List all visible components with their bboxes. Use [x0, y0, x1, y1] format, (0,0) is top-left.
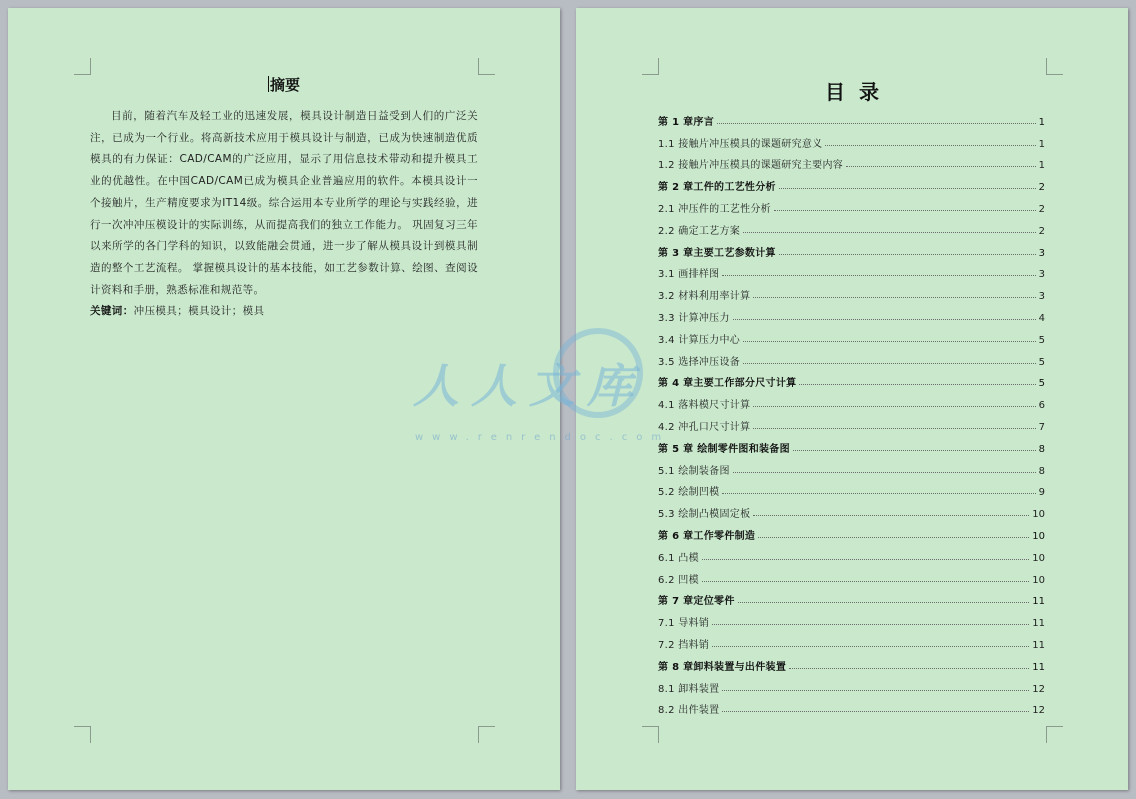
toc-section-entry[interactable] [658, 215, 1045, 237]
abstract-page [8, 8, 560, 790]
toc-leader-dots [789, 668, 1029, 669]
toc-page [576, 8, 1128, 790]
toc-section-entry[interactable] [658, 150, 1045, 172]
toc-page-number: 5 [1038, 334, 1045, 346]
toc-section-entry[interactable] [658, 607, 1045, 629]
keywords-value: 冲压模具；模具设计；模具 [133, 305, 265, 318]
toc-page-number: 10 [1032, 509, 1045, 521]
toc-section-entry[interactable] [658, 280, 1045, 302]
toc-entry-text: 3.1 画排样图 [658, 269, 720, 281]
toc-entry-text: 3.3 计算冲压力 [658, 312, 730, 324]
toc-chapter-entry[interactable] [658, 106, 1045, 128]
toc-leader-dots [799, 384, 1035, 385]
toc-leader-dots [702, 581, 1029, 582]
toc-entry-text: 第 7 章定位零件 [658, 596, 735, 608]
toc-entry-text: 第 5 章 绘制零件图和装备图 [658, 443, 790, 455]
toc-leader-dots [712, 646, 1029, 647]
toc-entry-text: 2.1 冲压件的工艺性分析 [658, 203, 771, 215]
toc-leader-dots [722, 493, 1035, 494]
toc-page-number: 12 [1032, 705, 1045, 717]
toc-leader-dots [779, 188, 1036, 189]
toc-leader-dots [717, 123, 1036, 124]
toc-page-number: 3 [1038, 269, 1045, 281]
toc-section-entry[interactable] [658, 324, 1045, 346]
toc-entry-text: 4.1 落料模尺寸计算 [658, 400, 751, 412]
toc-page-number: 5 [1038, 356, 1045, 368]
toc-entry-text: 5.3 绘制凸模固定板 [658, 509, 751, 521]
toc-leader-dots [793, 450, 1036, 451]
margin-mark-top-left [642, 58, 659, 75]
toc-entry-text: 第 1 章序言 [658, 116, 715, 128]
toc-page-number: 3 [1038, 247, 1045, 259]
abstract-title-text: 摘要 [269, 76, 300, 94]
toc-entry-text: 第 2 章工件的工艺性分析 [658, 182, 776, 194]
toc-entry-text: 6.2 凹模 [658, 574, 699, 586]
toc-section-entry[interactable] [658, 498, 1045, 520]
toc-section-entry[interactable] [658, 477, 1045, 499]
toc-leader-dots [733, 319, 1036, 320]
toc-page-number: 4 [1038, 312, 1045, 324]
toc-title: 目录 [825, 80, 893, 104]
toc-leader-dots [722, 275, 1035, 276]
toc-section-entry[interactable] [658, 542, 1045, 564]
toc-section-entry[interactable] [658, 564, 1045, 586]
toc-entry-text: 5.1 绘制装备图 [658, 465, 730, 477]
margin-mark-bottom-left [642, 726, 659, 743]
toc-page-number: 3 [1038, 291, 1045, 303]
toc-page-number: 8 [1038, 443, 1045, 455]
toc-entry-text: 2.2 确定工艺方案 [658, 225, 741, 237]
watermark-logo-text: 人人文库 [413, 359, 645, 413]
toc-entry-text: 第 6 章工作零件制造 [658, 530, 756, 542]
toc-section-entry[interactable] [658, 128, 1045, 150]
toc-leader-dots [846, 166, 1036, 167]
toc-section-entry[interactable] [658, 193, 1045, 215]
toc-page-number: 11 [1032, 661, 1045, 673]
toc-leader-dots [743, 341, 1036, 342]
toc-leader-dots [753, 297, 1035, 298]
toc-chapter-entry[interactable] [658, 520, 1045, 542]
toc-leader-dots [712, 624, 1029, 625]
toc-entry-text: 8.2 出件装置 [658, 705, 720, 717]
toc-page-number: 8 [1038, 465, 1045, 477]
toc-page-number: 9 [1038, 487, 1045, 499]
toc-section-entry[interactable] [658, 302, 1045, 324]
toc-entry-text: 7.2 挡料销 [658, 639, 710, 651]
margin-mark-top-right [478, 58, 495, 75]
watermark-url: www.renrendoc.com [415, 432, 671, 443]
toc-entry-text: 3.5 选择冲压设备 [658, 356, 741, 368]
toc-leader-dots [743, 232, 1036, 233]
toc-page-number: 10 [1032, 574, 1045, 586]
toc-chapter-entry[interactable] [658, 433, 1045, 455]
toc-chapter-entry[interactable] [658, 586, 1045, 608]
toc-leader-dots [733, 472, 1036, 473]
toc-entry-text: 7.1 导料销 [658, 618, 710, 630]
toc-leader-dots [753, 428, 1035, 429]
toc-chapter-entry[interactable] [658, 171, 1045, 193]
toc-page-number: 10 [1032, 530, 1045, 542]
toc-leader-dots [753, 406, 1035, 407]
toc-page-number: 5 [1038, 378, 1045, 390]
toc-entry-text: 3.4 计算压力中心 [658, 334, 741, 346]
toc-list [658, 106, 1045, 716]
toc-leader-dots [779, 254, 1036, 255]
toc-leader-dots [825, 145, 1035, 146]
abstract-title [8, 74, 560, 95]
toc-leader-dots [774, 210, 1036, 211]
keywords-line [90, 301, 478, 323]
toc-entry-text: 3.2 材料利用率计算 [658, 291, 751, 303]
margin-mark-top-right [1046, 58, 1063, 75]
toc-entry-text: 第 8 章卸料装置与出件装置 [658, 661, 787, 673]
toc-entry-text: 6.1 凸模 [658, 552, 699, 564]
toc-leader-dots [743, 363, 1036, 364]
toc-leader-dots [738, 602, 1030, 603]
margin-mark-top-left [74, 58, 91, 75]
toc-entry-text: 5.2 绘制凹模 [658, 487, 720, 499]
toc-entry-text: 4.2 冲孔口尺寸计算 [658, 421, 751, 433]
toc-entry-text: 第 3 章主要工艺参数计算 [658, 247, 776, 259]
toc-entry-text: 第 4 章主要工作部分尺寸计算 [658, 378, 797, 390]
toc-entry-text: 8.1 卸料装置 [658, 683, 720, 695]
margin-mark-bottom-right [478, 726, 495, 743]
toc-chapter-entry[interactable] [658, 237, 1045, 259]
abstract-body [90, 106, 478, 323]
toc-section-entry[interactable] [658, 389, 1045, 411]
toc-section-entry[interactable] [658, 629, 1045, 651]
toc-leader-dots [758, 537, 1029, 538]
toc-section-entry[interactable] [658, 455, 1045, 477]
toc-page-number: 12 [1032, 683, 1045, 695]
toc-page-number: 2 [1038, 203, 1045, 215]
toc-section-entry[interactable] [658, 411, 1045, 433]
toc-page-number: 1 [1038, 138, 1045, 150]
toc-page-number: 11 [1032, 639, 1045, 651]
keywords-label: 关键词： [90, 305, 134, 318]
abstract-paragraph: 目前，随着汽车及轻工业的迅速发展，模具设计制造日益受到人们的广泛关注，已成为一个行业。将高新技术应用于模具设计与制造，已成为快速制造优质模具的有力保证：CAD/CAM的广泛应用，显示了用信息技术带动和提升模具工业的优越性。在中国CAD/CAM已成为模具企业普遍应用的软件。本模具设计一个接触片，生产精度要求为IT14级。综合运用本专业所学的理论与实践经验，进行一次冲冲压模设计的实际训练，从而提高我们的独立工作能力。 巩固复习三年以来所学的各门学科的知识，以致能融会贯通，进一步了解从模具设计到模具制造的整个工艺流程。 掌握模具设计的基本技能，如工艺参数计算、绘图、查阅设计资料和手册，熟悉标准和规范等。 [90, 110, 478, 296]
toc-page-number: 10 [1032, 552, 1045, 564]
text-cursor [268, 76, 269, 92]
margin-mark-bottom-right [1046, 726, 1063, 743]
margin-mark-bottom-left [74, 726, 91, 743]
toc-leader-dots [722, 690, 1029, 691]
toc-section-entry[interactable] [658, 346, 1045, 368]
toc-page-number: 11 [1032, 596, 1045, 608]
toc-page-number: 1 [1038, 160, 1045, 172]
toc-chapter-entry[interactable] [658, 651, 1045, 673]
toc-entry-text: 1.2 接触片冲压模具的课题研究主要内容 [658, 160, 844, 172]
toc-page-number: 7 [1038, 421, 1045, 433]
toc-leader-dots [753, 515, 1029, 516]
toc-leader-dots [722, 711, 1029, 712]
toc-page-number: 2 [1038, 182, 1045, 194]
toc-section-entry[interactable] [658, 673, 1045, 695]
toc-page-number: 2 [1038, 225, 1045, 237]
toc-entry-text: 1.1 接触片冲压模具的课题研究意义 [658, 138, 823, 150]
toc-page-number: 6 [1038, 400, 1045, 412]
toc-page-number: 1 [1038, 116, 1045, 128]
toc-leader-dots [702, 559, 1029, 560]
toc-section-entry[interactable] [658, 259, 1045, 281]
toc-section-entry[interactable] [658, 695, 1045, 717]
toc-chapter-entry[interactable] [658, 368, 1045, 390]
toc-page-number: 11 [1032, 618, 1045, 630]
